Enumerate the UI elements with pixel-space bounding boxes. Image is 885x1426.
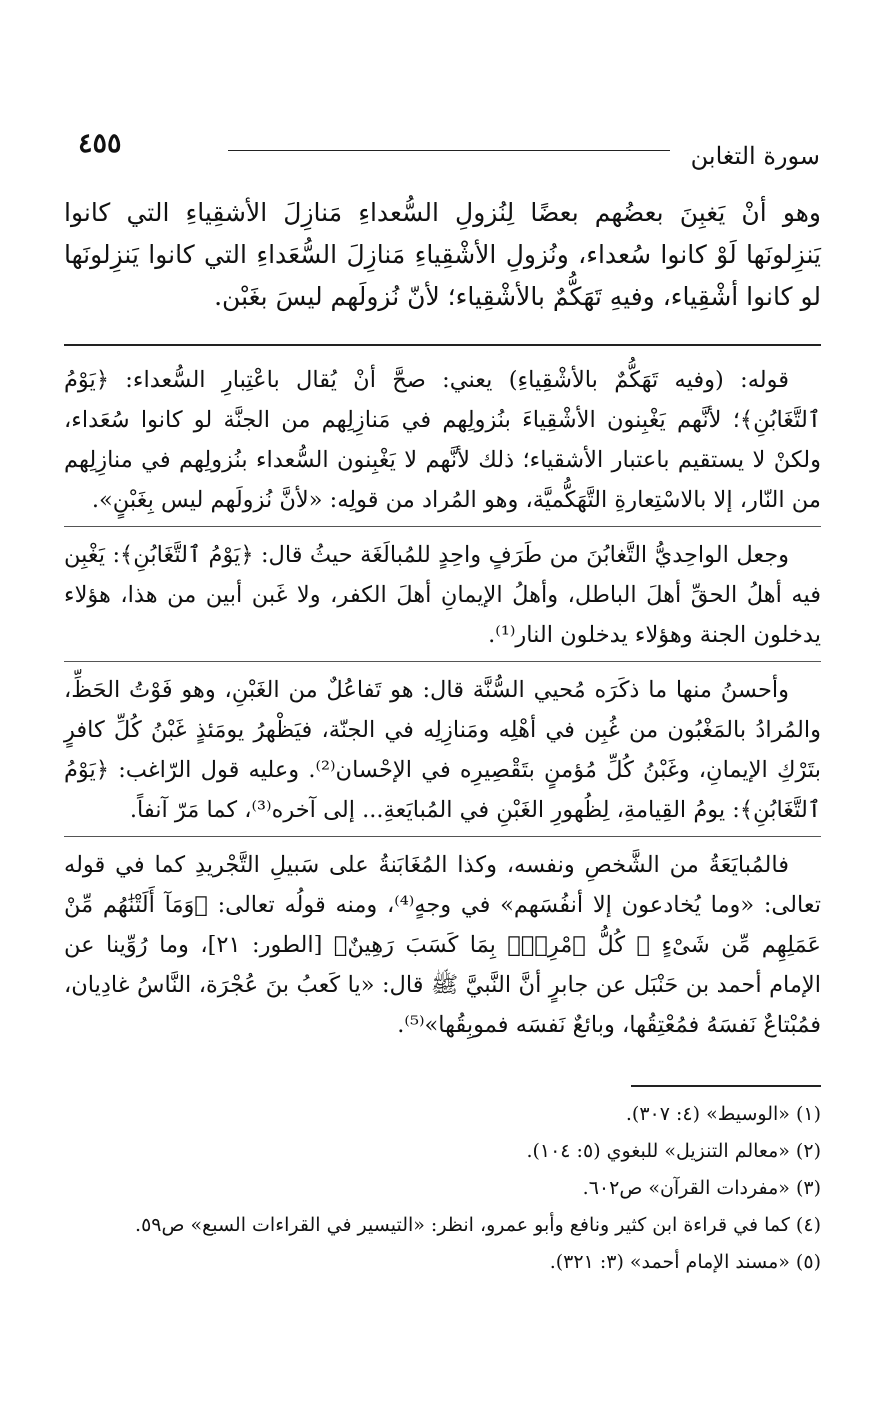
commentary-paragraph-1: قوله: (وفيه تَهَكُّمٌ بالأشْقِياءِ) يعني: صحَّ أنْ يُقال باعْتِبارِ السُّعداء: ﴿يَوْمُ ٱلتَّغَابُنِ﴾؛ لأنَّهم يَغْبِنون الأشْقِياءَ بنُزولِهم في مَنازِلِهم من الجنَّة لو كانوا سُعَداء، ولكنْ لا يستقيم باعتبار الأشقياء؛ ذلك لأنَّهم لا يَغْبِنون السُّعداء بنُزولِهم في منازِلِهم من النّار، إلا بالاسْتِعارةِ التَّهَكُّميَّة، وهو المُراد من قولِه: «لأنَّ نُزولَهم ليس بِغَبْنٍ». — [64, 367, 821, 513]
footnote-2: (٢) «معالم التنزيل» للبغوي (٥: ١٠٤). — [526, 1140, 821, 1162]
commentary-paragraph-4: فالمُبايَعَةُ من الشَّخصِ ونفسه، وكذا المُغَابَنةُ على سَبيلِ التَّجْريدِ كما في قوله تعالى: «وما يُخادعون إلا أنفُسَهم» في وجهٍ⁽⁴⁾، ومنه قولُه تعالى: ﴿وَمَآ أَلَتْنَٰهُم مِّنْ عَمَلِهِم مِّن شَىْءٍ ۚ كُلُّ ٱمْرِئٍۭ بِمَا كَسَبَ رَهِينٌ﴾ [الطور: ٢١]، وما رُوِّينا عن الإمام أحمد بن حَنْبَل عن جابرٍ أنَّ النَّبيَّ ﷺ قال: «يا كَعبُ بنَ عُجْرَة، النَّاسُ غادِيان، فمُبْتاعٌ نَفسَهُ فمُعْتِقُها، وبائعٌ نَفسَه فموبِقُها»⁽⁵⁾. — [64, 852, 821, 1038]
footnote-rule — [631, 1085, 821, 1087]
footnote-5: (٥) «مسند الإمام أحمد» (٣: ٣٢١). — [549, 1251, 821, 1273]
commentary-paragraph-3: وأحسنُ منها ما ذكَرَه مُحيي السُّنَّة قال: هو تَفاعُلٌ من الغَبْنِ، وهو فَوْتُ الحَظِّ، والمُرادُ بالمَغْبُون من غُبِن في أهْلِه ومَنازِلِه في الجنّة، فيَظْهرُ يومَئذٍ غَبْنُ كُلِّ كافرٍ بتَرْكِ الإيمانِ، وغَبْنُ كُلِّ مُؤمنٍ بتَقْصِيرِه في الإحْسان⁽²⁾. وعليه قول الرّاغب: ﴿يَوْمُ ٱلتَّغَابُنِ﴾: يومُ القِيامةِ، لِظُهورِ الغَبْنِ في المُبايَعةِ... إلى آخره⁽³⁾، كما مَرّ آنفاً. — [64, 677, 821, 823]
page-number: ٤٥٥ — [78, 128, 122, 159]
page-header — [78, 126, 820, 174]
main-text — [64, 192, 821, 318]
footnote-3: (٣) «مفردات القرآن» ص٦٠٢. — [582, 1177, 821, 1199]
section-divider — [64, 344, 821, 346]
paragraph-divider — [64, 526, 821, 527]
commentary — [64, 360, 821, 1051]
surah-title: سورة التغابن — [690, 142, 820, 170]
footnote-4: (٤) كما في قراءة ابن كثير ونافع وأبو عمرو، انظر: «التيسير في القراءات السبع» ص٥٩. — [135, 1214, 821, 1236]
paragraph-divider — [64, 836, 821, 837]
footnote-1: (١) «الوسيط» (٤: ٣٠٧). — [625, 1103, 821, 1125]
main-paragraph: وهو أنْ يَغبِنَ بعضُهم بعضًا لِنُزولِ السُّعداءِ مَنازِلَ الأشقِياءِ التي كانوا يَنزِلونَها لَوْ كانوا سُعداء، ونُزولِ الأشْقِياءِ مَنازِلَ السُّعَداءِ التي كانوا يَنزِلونَها لو كانوا أشْقِياء، وفيهِ تَهَكُّمٌ بالأشْقِياء؛ لأنّ نُزولَهم ليسَ بغَبْن. — [64, 198, 821, 311]
header-rule — [228, 150, 670, 151]
commentary-paragraph-2: وجعل الواحِديُّ التَّغابُنَ من طَرَفٍ واحِدٍ للمُبالَغَة حيثُ قال: ﴿يَوْمُ ٱلتَّغَابُنِ﴾: يَغْبِن فيه أهلُ الحقِّ أهلَ الباطل، وأهلُ الإيمانِ أهلَ الكفر، ولا غَبن أبين من هذا، هؤلاء يدخلون الجنة وهؤلاء يدخلون النار⁽¹⁾. — [64, 542, 821, 648]
paragraph-divider — [64, 661, 821, 662]
footnotes — [64, 1096, 821, 1281]
